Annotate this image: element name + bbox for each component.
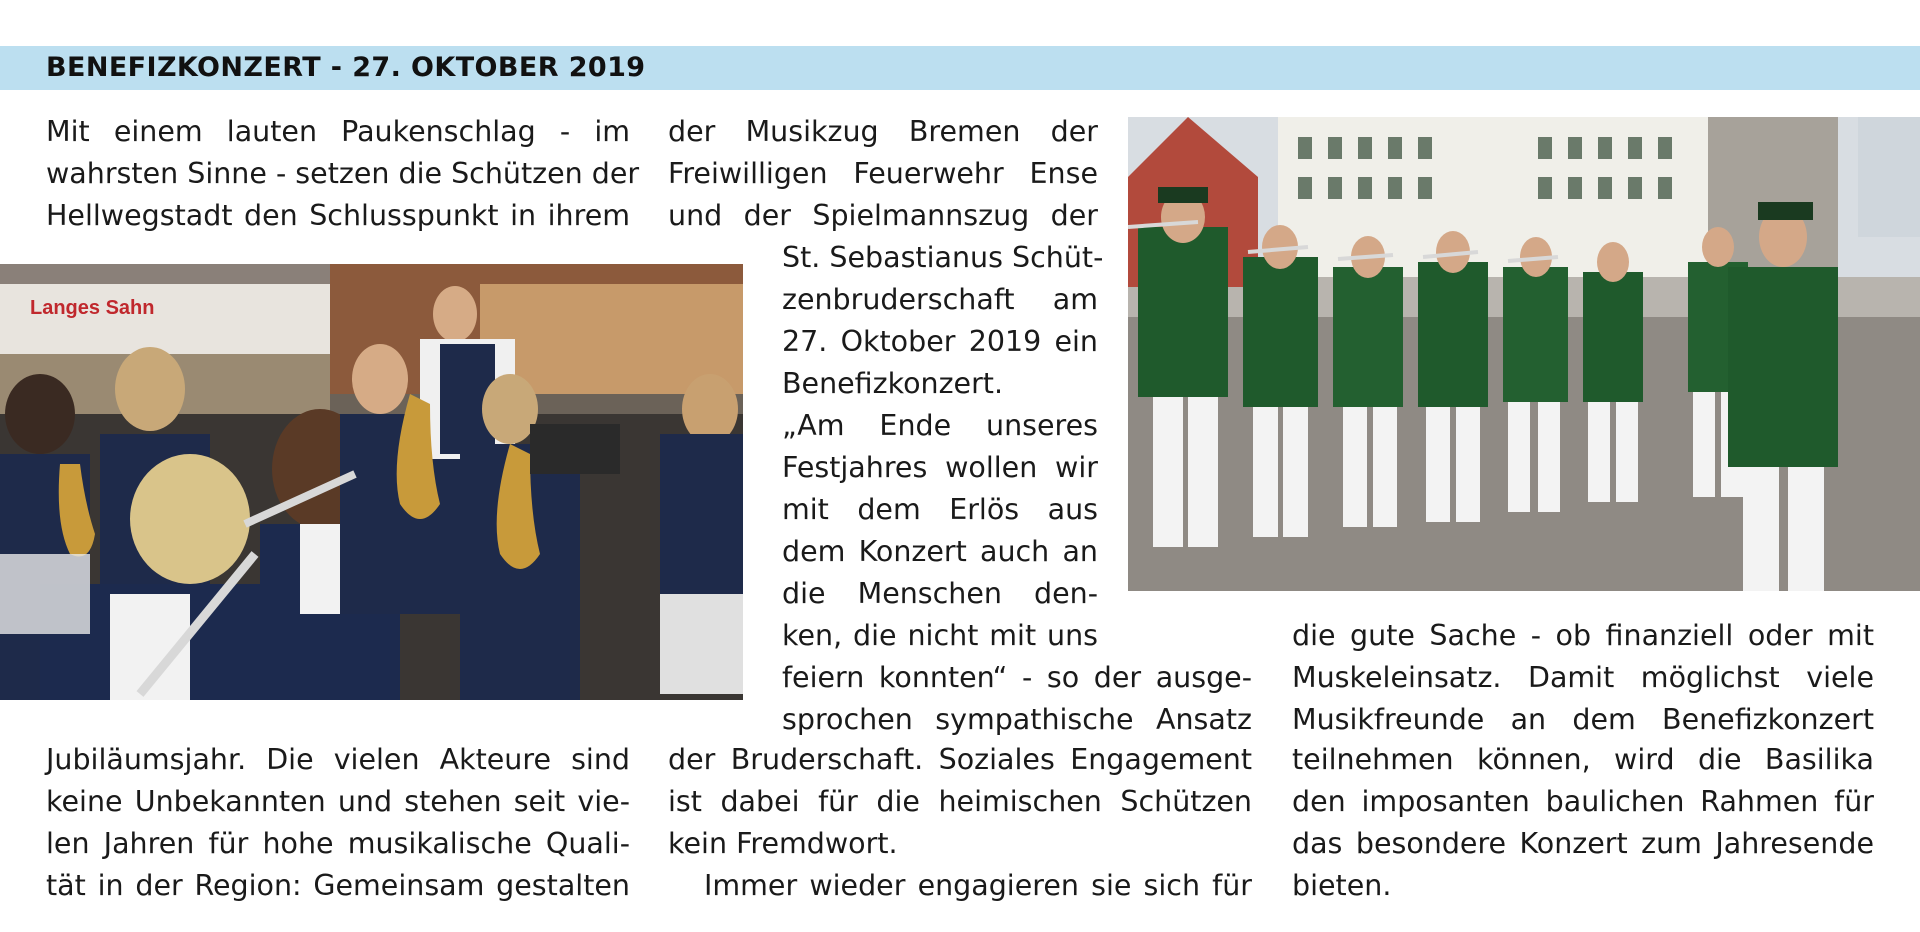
- text-line: sprochen sympathische Ansatz: [782, 703, 1252, 736]
- text-line: der Musikzug Bremen der: [668, 115, 1098, 148]
- text-line: den imposanten baulichen Rahmen für: [1292, 785, 1874, 818]
- article-title: BENEFIZKONZERT - 27. OKTOBER 2019: [46, 52, 646, 83]
- text-line: ken, die nicht mit uns: [782, 619, 1098, 652]
- photo-band-concert: [0, 264, 743, 700]
- text-line: Hellwegstadt den Schlusspunkt in ihrem: [46, 199, 630, 232]
- text-line: Freiwilligen Feuerwehr Ense: [668, 157, 1098, 190]
- tent-sign-text: Langes Sahn: [30, 297, 155, 319]
- text-line: St. Sebastianus Schüt-: [782, 241, 1104, 274]
- text-line: bieten.: [1292, 869, 1392, 902]
- text-line: die Menschen den-: [782, 577, 1098, 610]
- text-line: keine Unbekannten und stehen seit vie-: [46, 785, 630, 818]
- photo-marching-band: [1128, 117, 1920, 591]
- text-line: Mit einem lauten Paukenschlag - im: [46, 115, 630, 148]
- text-line: Benefizkonzert.: [782, 367, 1004, 400]
- header-band: [0, 46, 1920, 90]
- text-line: Musikfreunde an dem Benefizkonzert: [1292, 703, 1874, 736]
- text-line: teilnehmen können, wird die Basilika: [1292, 743, 1874, 776]
- text-line: tät in der Region: Gemeinsam gestalten: [46, 869, 630, 902]
- text-line: ist dabei für die heimischen Schützen: [668, 785, 1252, 818]
- text-line: der Bruderschaft. Soziales Engagement: [668, 743, 1252, 776]
- text-line: wahrsten Sinne - setzen die Schützen der: [46, 157, 640, 190]
- text-line: Immer wieder engagieren sie sich für: [704, 869, 1252, 902]
- text-line: Jubiläumsjahr. Die vielen Akteure sind: [46, 743, 630, 776]
- text-line: Festjahres wollen wir: [782, 451, 1098, 484]
- text-line: 27. Oktober 2019 ein: [782, 325, 1098, 358]
- text-line: und der Spielmannszug der: [668, 199, 1098, 232]
- text-line: mit dem Erlös aus: [782, 493, 1098, 526]
- text-line: das besondere Konzert zum Jahresende: [1292, 827, 1874, 860]
- text-line: kein Fremdwort.: [668, 827, 898, 860]
- text-line: zenbruderschaft am: [782, 283, 1098, 316]
- text-line: Muskeleinsatz. Damit möglichst viele: [1292, 661, 1874, 694]
- text-line: dem Konzert auch an: [782, 535, 1098, 568]
- text-line: len Jahren für hohe musikalische Quali-: [46, 827, 630, 860]
- text-line: feiern konnten“ - so der ausge-: [782, 661, 1252, 694]
- text-line: „Am Ende unseres: [782, 409, 1098, 442]
- text-line: die gute Sache - ob finanziell oder mit: [1292, 619, 1874, 652]
